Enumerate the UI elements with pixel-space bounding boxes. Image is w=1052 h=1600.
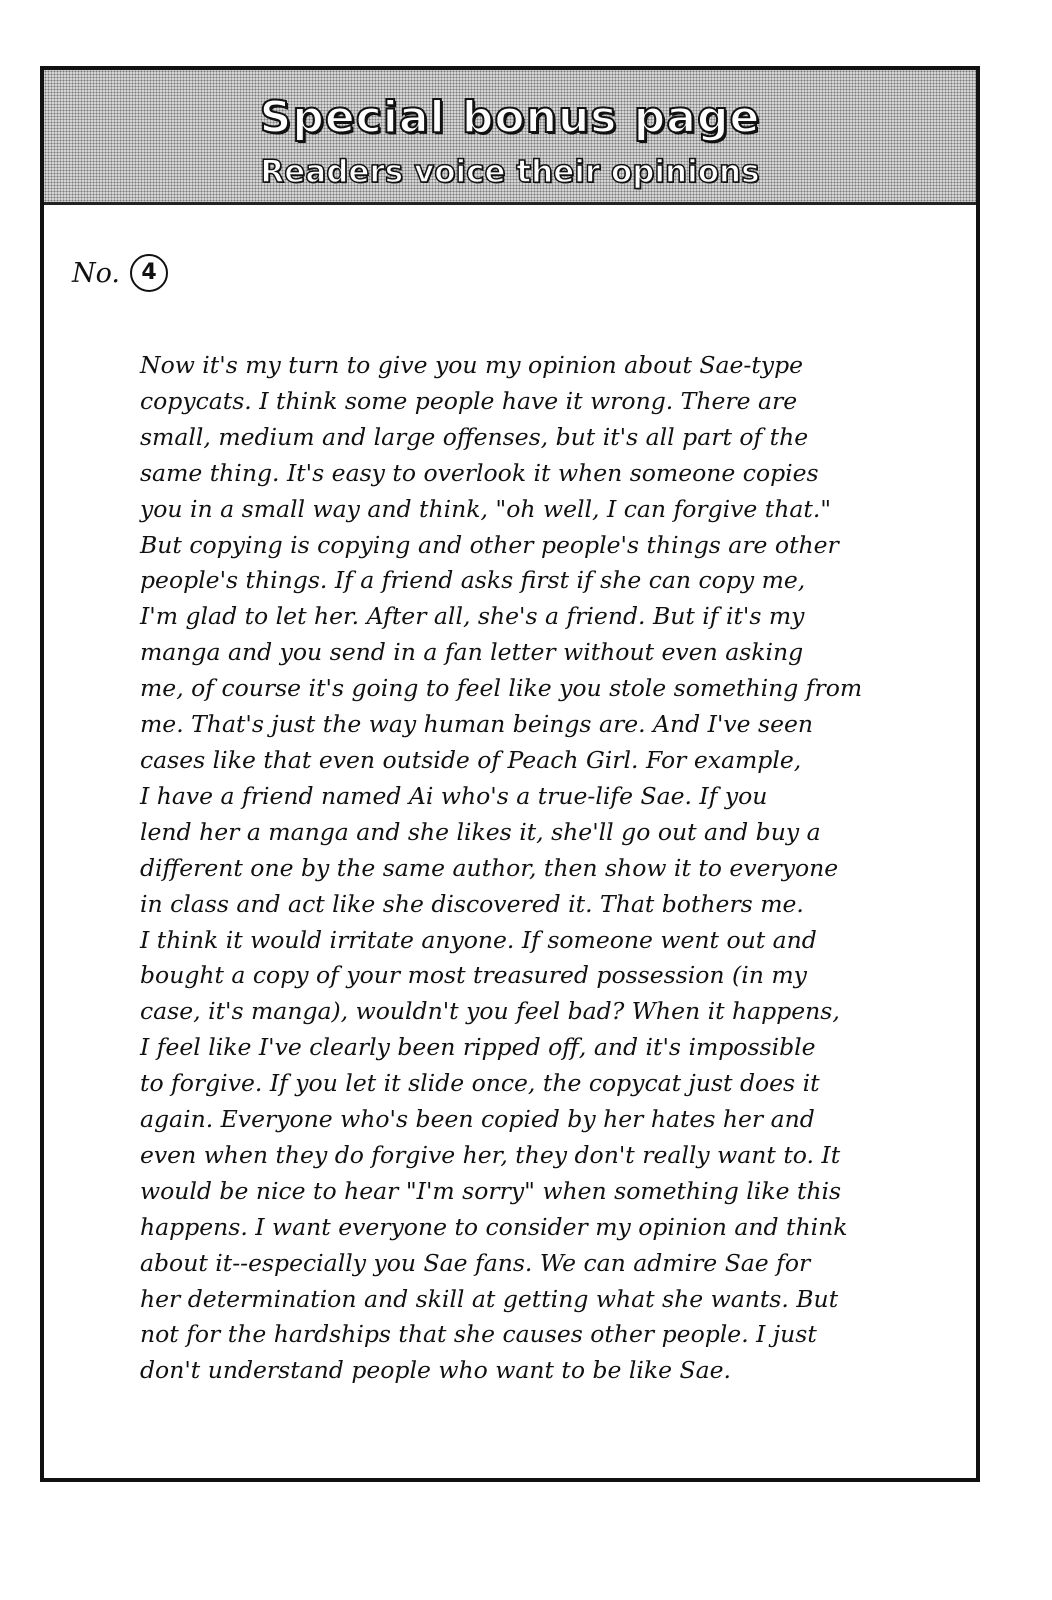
letter-line: would be nice to hear "I'm sorry" when something like this bbox=[140, 1176, 842, 1205]
letter-line: you in a small way and think, "oh well, I can forgive that." bbox=[140, 494, 832, 523]
letter-line: happens. I want everyone to consider my opinion and think bbox=[140, 1212, 848, 1241]
letter-line: I feel like I've clearly been ripped off, and it's impossible bbox=[140, 1033, 816, 1062]
letter-line: copycats. I think some people have it wrong. There are bbox=[140, 386, 798, 415]
letter-line: to forgive. If you let it slide once, the copycat just does it bbox=[140, 1069, 820, 1098]
header-band bbox=[44, 70, 976, 205]
letter-line: not for the hardships that she causes other people. I just bbox=[140, 1320, 817, 1349]
letter-line: I have a friend named Ai who's a true-life Sae. If you bbox=[140, 781, 768, 810]
letter-line: her determination and skill at getting what she wants. But bbox=[140, 1284, 839, 1313]
letter-line: me, of course it's going to feel like you stole something from bbox=[140, 674, 863, 703]
letter-line: people's things. If a friend asks first if she can copy me, bbox=[140, 566, 806, 595]
page-subtitle: Readers voice their opinions bbox=[260, 154, 760, 190]
letter-line: in class and act like she discovered it. That bothers me. bbox=[140, 889, 804, 918]
letter-line: again. Everyone who's been copied by her hates her and bbox=[140, 1105, 815, 1134]
letter-line: manga and you send in a fan letter without even asking bbox=[140, 638, 804, 667]
letter-line: bought a copy of your most treasured possession (in my bbox=[140, 961, 807, 990]
letter-line: case, it's manga), wouldn't you feel bad? When it happens, bbox=[140, 997, 840, 1026]
letter-line: same thing. It's easy to overlook it when someone copies bbox=[140, 458, 819, 487]
letter-line: Now it's my turn to give you my opinion about Sae-type bbox=[140, 351, 804, 379]
page-frame bbox=[40, 66, 980, 1482]
letter-line: cases like that even outside of Peach Girl. For example, bbox=[140, 745, 802, 774]
entry-number bbox=[72, 254, 168, 292]
letter-line: don't understand people who want to be like Sae. bbox=[140, 1356, 732, 1385]
entry-number-circle: 4 bbox=[130, 254, 168, 292]
letter-line: I think it would irritate anyone. If someone went out and bbox=[140, 925, 817, 954]
letter-line: about it--especially you Sae fans. We can admire Sae for bbox=[140, 1248, 811, 1277]
entry-number-prefix: No. bbox=[72, 257, 120, 289]
letter-line: even when they do forgive her, they don't really want to. It bbox=[140, 1140, 841, 1169]
letter-line: me. That's just the way human beings are. And I've seen bbox=[140, 710, 814, 739]
letter-line: different one by the same author, then show it to everyone bbox=[140, 853, 839, 882]
letter-line: I'm glad to let her. After all, she's a friend. But if it's my bbox=[140, 602, 805, 631]
letter-line: lend her a manga and she likes it, she'll go out and buy a bbox=[140, 817, 821, 846]
reader-letter bbox=[140, 348, 916, 1389]
letter-line: small, medium and large offenses, but it's all part of the bbox=[140, 422, 809, 451]
letter-line: But copying is copying and other people's things are other bbox=[140, 530, 839, 559]
page-title: Special bonus page bbox=[259, 92, 761, 143]
